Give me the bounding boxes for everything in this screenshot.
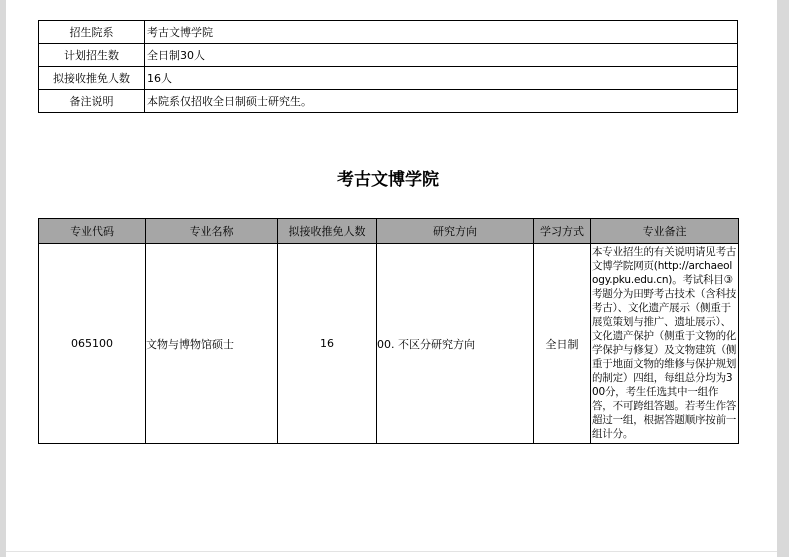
right-gutter — [777, 0, 789, 557]
table-row — [39, 244, 739, 444]
info-key: 备注说明 — [39, 90, 145, 113]
cell-code: 065100 — [39, 244, 146, 444]
header-name: 专业名称 — [146, 219, 278, 244]
bottom-divider — [6, 551, 777, 552]
header-note: 专业备注 — [591, 219, 739, 244]
info-value: 全日制30人 — [145, 44, 738, 67]
info-key: 招生院系 — [39, 21, 145, 44]
info-value: 16人 — [145, 67, 738, 90]
info-key: 拟接收推免人数 — [39, 67, 145, 90]
cell-direction: 00. 不区分研究方向 — [377, 244, 534, 444]
major-table — [38, 218, 739, 444]
left-gutter — [0, 0, 6, 557]
info-value: 本院系仅招收全日制硕士研究生。 — [145, 90, 738, 113]
info-key: 计划招生数 — [39, 44, 145, 67]
cell-recommended: 16 — [278, 244, 377, 444]
header-direction: 研究方向 — [377, 219, 534, 244]
cell-name: 文物与博物馆硕士 — [146, 244, 278, 444]
header-code: 专业代码 — [39, 219, 146, 244]
info-row-department — [39, 21, 738, 44]
table-header-row — [39, 219, 739, 244]
header-recommended: 拟接收推免人数 — [278, 219, 377, 244]
info-row-remarks — [39, 90, 738, 113]
header-mode: 学习方式 — [534, 219, 591, 244]
section-title: 考古文博学院 — [337, 170, 439, 190]
cell-note: 本专业招生的有关说明请见考古文博学院网页(http://archaeology.pku.edu.cn)。考试科目③考题分为田野考古技术（含科技考古）、文化遗产展示（侧重于展览策划与推广、遗址展示）、文化遗产保护（侧重于文物的化学保护与修复）及文物建筑（侧重于地面文物的维修与保护规划的制定）四组，每组总分均为300分，考生任选其中一组作答，不可跨组答题。若考生作答超过一组，根据答题顺序按前一组计分。 — [591, 244, 739, 444]
cell-mode: 全日制 — [534, 244, 591, 444]
department-info-table — [38, 20, 738, 113]
info-row-recommended — [39, 67, 738, 90]
info-value: 考古文博学院 — [145, 21, 738, 44]
info-row-plan — [39, 44, 738, 67]
